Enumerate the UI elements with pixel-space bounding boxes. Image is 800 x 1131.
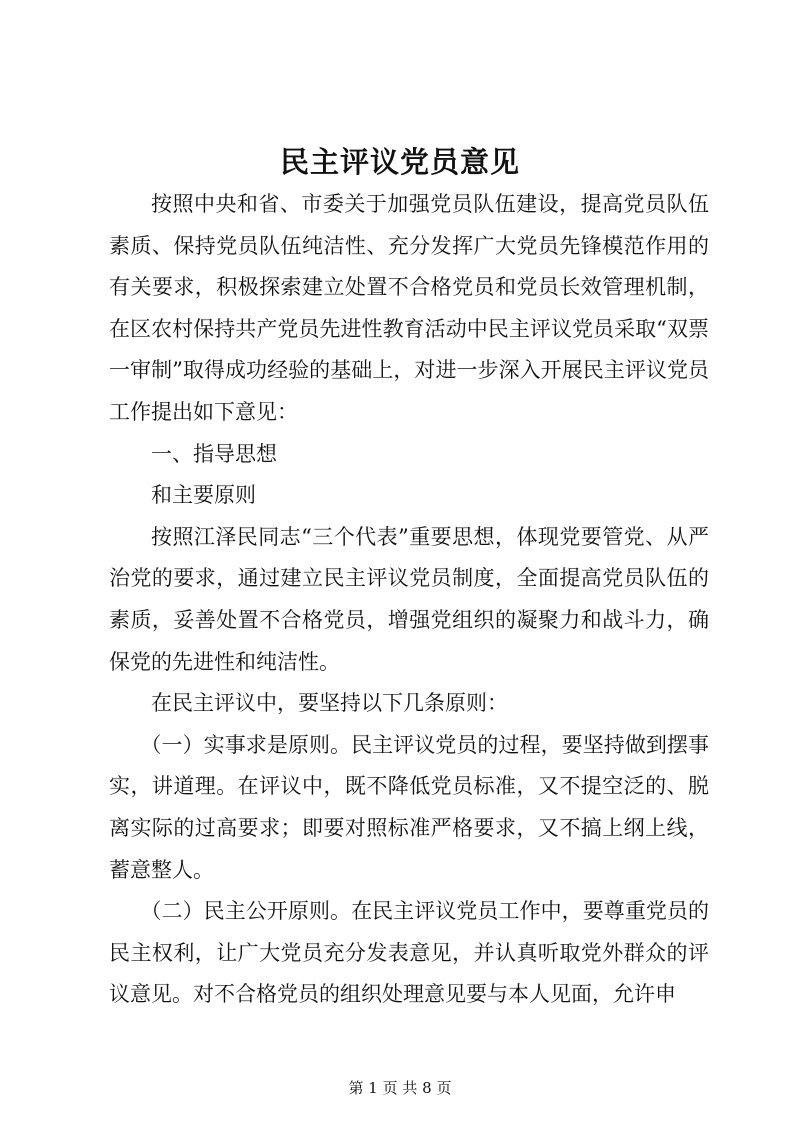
- section-heading-continued: 和主要原则: [151, 483, 256, 508]
- paragraph-guiding-thought: 按照江泽民同志“三个代表”重要思想，体现党要管党、从严治党的要求，通过建立民主评议党员制度，全面提高党员队伍的素质，妥善处置不合格党员，增强党组织的凝聚力和战斗力，确保党的先进性和纯洁性。: [109, 524, 709, 674]
- paragraph-principle-1: （一）实事求是原则。民主评议党员的过程，要坚持做到摆事实，讲道理。在评议中，既不降低党员标准，又不提空泛的、脱离实际的过高要求；即要对照标准严格要求，又不搞上纲上线，蓄意整人。: [109, 732, 709, 882]
- page-title: 民主评议党员意见: [279, 145, 520, 179]
- document-body: [109, 184, 709, 1016]
- paragraph-principles-lead: 在民主评议中，要坚持以下几条原则：: [151, 691, 508, 716]
- section-heading: 一、指导思想: [151, 441, 277, 466]
- paragraph-principle-2: （二）民主公开原则。在民主评议党员工作中，要尊重党员的民主权利，让广大党员充分发表意见，并认真听取党外群众的评议意见。对不合格党员的组织处理意见要与本人见面，允许申: [109, 899, 709, 1007]
- paragraph-intro: 按照中央和省、市委关于加强党员队伍建设，提高党员队伍素质、保持党员队伍纯洁性、充分发挥广大党员先锋模范作用的有关要求，积极探索建立处置不合格党员和党员长效管理机制，在区农村保持共产党员先进性教育活动中民主评议党员采取“双票一审制”取得成功经验的基础上，对进一步深入开展民主评议党员工作提出如下意见：: [109, 192, 709, 424]
- page-footer: 第 1 页 共 8 页: [348, 1079, 452, 1097]
